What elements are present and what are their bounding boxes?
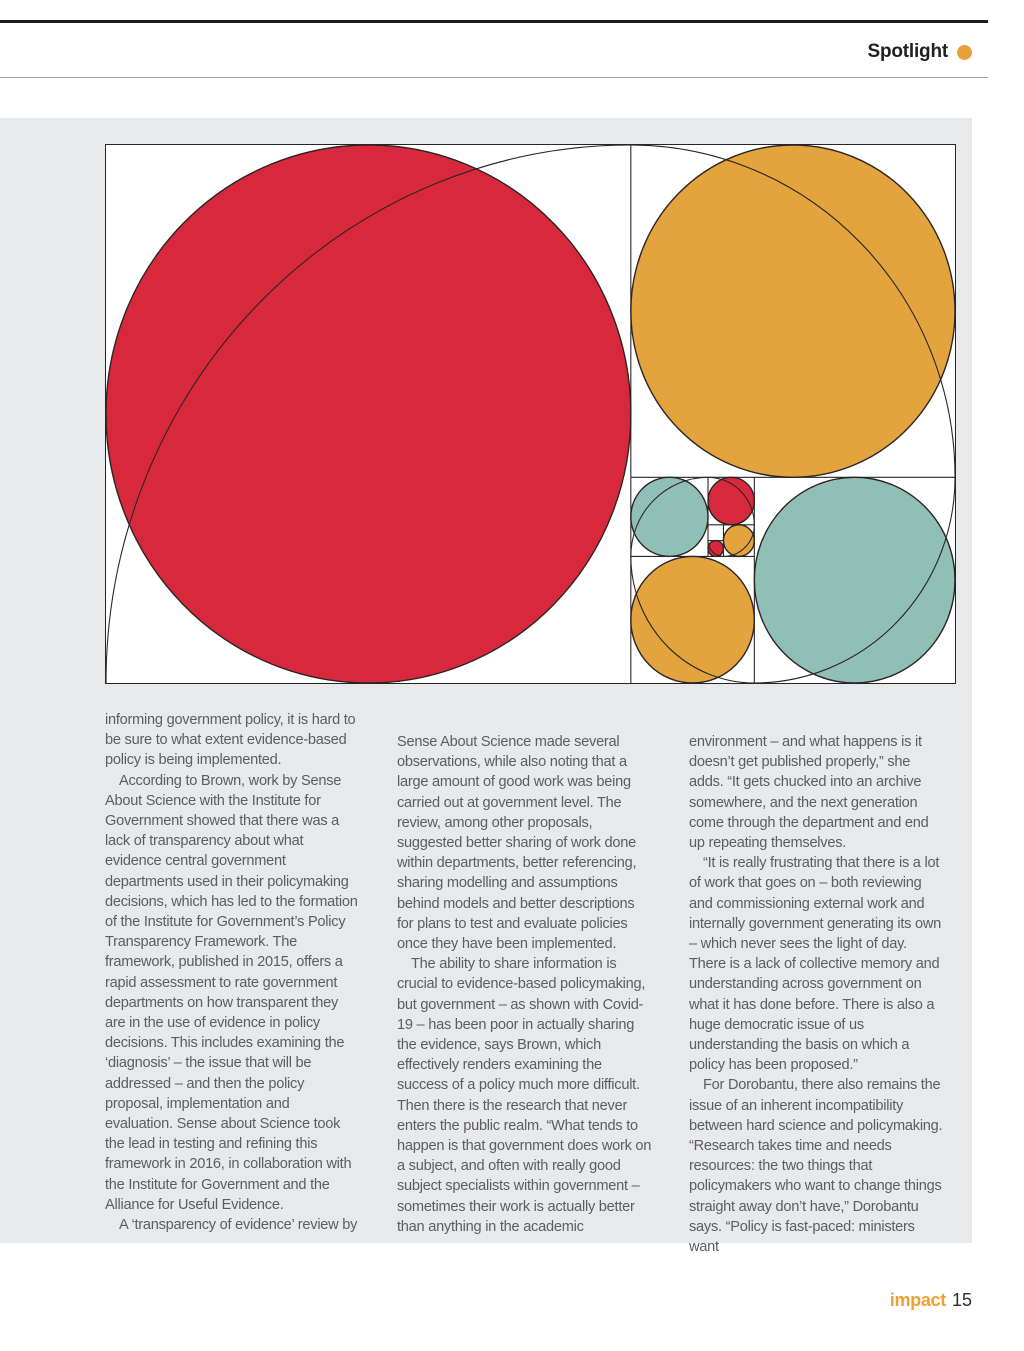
golden-ratio-illustration — [105, 144, 956, 684]
paragraph: The ability to share information is crucial to evidence-based policymaking, but government – as shown with Covid-19 – has been poor in actually sharing the evidence, says Brown, which effectively renders examining the success of a policy much more difficult. Then there is the research that never enters the public realm. “What tends to happen is that government does work on a subject, and often with really good subject specialists within government – sometimes their work is actually better than anything in the academic — [397, 956, 652, 1235]
article-column-1 — [105, 710, 360, 1257]
section-dot-icon — [957, 45, 972, 60]
paragraph: Sense About Science made several observations, while also noting that a large amount of good work was being carried out at government level. The review, among other proposals, suggested better sharing of work done within departments, better referencing, sharing modelling and assumptions behind models and better descriptions for plans to test and evaluate policies once they have been implemented. — [397, 734, 637, 953]
teal-circle — [754, 477, 955, 683]
header-divider-rule — [0, 77, 988, 78]
paragraph: For Dorobantu, there also remains the issue of an inherent incompatibility between hard science and policymaking. “Research takes time and needs resources: the two things that policymakers who want to change things straight away don’t have,” Dorobantu says. “Policy is fast-paced: ministers want — [689, 1077, 943, 1256]
red-circle — [708, 477, 754, 524]
red-circle — [106, 145, 631, 683]
page-footer — [0, 1290, 972, 1310]
article-column-3 — [689, 710, 944, 1257]
paragraph: According to Brown, work by Sense About Science with the Institute for Government showed that there was a lack of transparency about what evidence central government departments used in their policymaking decisions, which has led to the formation of the Institute for Government’s Policy Transparency Framework. The framework, published in 2015, offers a rapid assessment to rate government departments on how transparent they are in the use of evidence in policy decisions. This includes examining the ‘diagnosis’ – the issue that will be addressed – and then the policy proposal, implementation and evaluation. Sense about Science took the lead in testing and refining this framework in 2016, in collaboration with the Institute for Government and the Alliance for Useful Evidence. — [105, 772, 358, 1213]
content-panel — [0, 118, 972, 1256]
section-label: Spotlight — [867, 41, 948, 62]
top-rule — [0, 20, 988, 23]
brand-logo: impact — [889, 1290, 946, 1310]
teal-circle — [631, 477, 708, 556]
fibonacci-spiral-svg — [106, 145, 955, 683]
orange-circle — [631, 145, 955, 477]
paragraph: environment – and what happens is it doesn’t get published properly,” she adds. “It gets chucked into an archive somewhere, and the next generation come through the department and end up repeating themselves. — [689, 734, 929, 852]
article-column-2 — [397, 710, 652, 1257]
orange-circle — [631, 556, 754, 683]
article-body — [105, 710, 945, 1257]
paragraph: informing government policy, it is hard to be sure to what extent evidence-based policy is being implemented. — [105, 712, 356, 769]
paragraph: “It is really frustrating that there is a lot of work that goes on – both reviewing and commissioning external work and internally government generating its own – which never sees the light of day. There is a lack of collective memory and understanding across government on what it has done before. There is also a huge democratic issue of us understanding the basis on which a policy has been proposed.” — [689, 855, 942, 1074]
page-number: 15 — [951, 1290, 972, 1310]
paragraph: A ‘transparency of evidence’ review by — [119, 1217, 358, 1234]
section-header — [0, 38, 972, 66]
